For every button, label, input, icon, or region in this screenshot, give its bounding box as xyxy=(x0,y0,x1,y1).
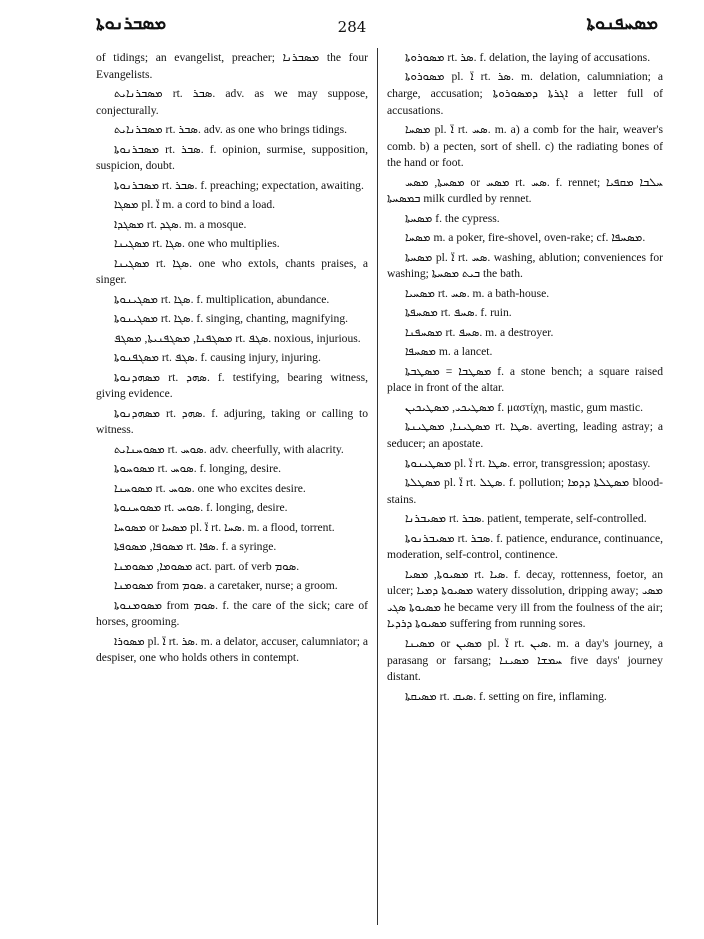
entry: ܡܣܒܪܢܘܬܐ rt. ܣܒܪ. f. opinion, surmise, supposition, suspicion, doubt. xyxy=(96,142,368,173)
entry: ܡܣܘܪܐ pl. ܐ̈ rt. ܣܪ. m. a delator, accuser, calumniator; a despiser, one who holds others in contempt. xyxy=(96,634,368,665)
right-column xyxy=(387,50,663,925)
entry: ܡܣܘܚܢܘܬܐ rt. ܣܘܚ. f. longing, desire. xyxy=(114,501,288,515)
entry: ܡܣܝܩܬܐ rt. ܣܝܩ. f. setting on fire, inflaming. xyxy=(405,689,607,703)
entry: ܡܣܝܒܪܢܐ rt. ܣܒܪ. patient, temperate, self-controlled. xyxy=(405,512,647,526)
entry: ܡܣܛܝܢܘܬܐ pl. ܐ̈ rt. ܣܛܐ. error, transgression; apostasy. xyxy=(405,456,651,470)
entry: ܡܣܒܪܢܐܝܬ rt. ܣܒܪ. adv. as we may suppose, conjecturally. xyxy=(96,87,368,117)
entry: ܡܣܚܬܐ, ܡܣܚ or ܡܣܚ rt. ܣܚ. f. rennet; ܚܠܒܐ ܡܩܦܝܐ ܒܡܣܚܬܐ milk curdled by rennet. xyxy=(387,175,663,206)
entry: ܡܣܓܝܢܘܬܐ rt. ܣܓܐ. f. multiplication, abundance. xyxy=(114,292,330,306)
entry: ܡܣܓܐ pl. ܐ̈ m. a cord to bind a load. xyxy=(114,198,276,212)
page-number: 284 xyxy=(337,18,367,36)
entry: ܡܣܘܦܐ, ܡܣܘܦܬܐ rt. ܣܦܐ. f. a syringe. xyxy=(114,540,277,554)
entry: ܡܣܘܚܢܐܝܬ rt. ܣܘܚ. adv. cheerfully, with alacrity. xyxy=(114,442,344,456)
running-head-left: ܡܣܒܪܢܘܬܐ xyxy=(96,13,167,34)
entry: ܡܣܘܚܐ or ܡܣܚܐ pl. ܐ̈ rt. ܣܚܐ. m. a flood, torrent. xyxy=(114,520,335,534)
entry: ܡܣܘܡܢܘܬܐ from ܣܘܡ. f. the care of the sick; care of horses, grooming. xyxy=(96,598,368,629)
left-column xyxy=(96,50,368,925)
column-divider xyxy=(377,48,378,925)
entry: ܡܣܛܒܐ = ܡܣܛܒܬܐ f. a stone bench; a square raised place in front of the altar. xyxy=(387,364,663,395)
entry: ܡܣܚܦܢܐ rt. ܣܚܦ. m. a destroyer. xyxy=(405,325,554,339)
entry: ܡܣܒܪܢܘܬܐ rt. ܣܒܪ. f. preaching; expectation, awaiting. xyxy=(114,178,364,192)
entry: ܡܣܝܘܬܐ, ܡܣܝܐ rt. ܣܝܐ. f. decay, rottenness, foetor, an ulcer; ܡܣܝܘܬܐ ܕܡܝܐ watery dissolution, dripping away; ܡܣܝ ܡܣܝܘܬܐ ܣܓܝ he became very ill from the foulness of the air; ܡܣܝܘܬܐ ܕܪܕܝܐ suffering from running sores. xyxy=(387,567,663,631)
entry: ܡܣܘܡܐ, ܡܣܘܡܢܐ act. part. of verb ܣܘܡ. xyxy=(114,559,300,573)
entry: ܡܣܚܐ m. a poker, fire-shovel, oven-rake; cf. ܡܣܚܦܐ. xyxy=(405,231,646,245)
entry: ܡܣܚܦܐ m. a lancet. xyxy=(405,345,493,359)
running-head-right: ܡܣܚܦܢܘܬܐ xyxy=(586,13,658,34)
entry: ܡܣܘܡܢܐ from ܣܘܡ. a caretaker, nurse; a groom. xyxy=(114,579,338,593)
entry: ܡܣܛܝܢܐ, ܡܣܛܝܢܬܐ rt. ܣܛܐ. averting, leading astray; a seducer; an apostate. xyxy=(387,420,663,451)
entry: ܡܣܘܚܢܐ rt. ܣܘܚ. one who excites desire. xyxy=(114,481,306,495)
entry: ܡܣܘܪܘܬܐ rt. ܣܪ. f. delation, the laying of accusations. xyxy=(405,51,651,64)
entry: ܡܣܓܕܐ rt. ܣܓܕ. m. a mosque. xyxy=(114,217,247,231)
entry: ܡܣܓܝܢܐ rt. ܣܓܐ. one who extols, chants praises, a singer. xyxy=(96,256,368,287)
entry: ܡܣܝܒܪܢܘܬܐ rt. ܣܒܪ. f. patience, endurance, continuance, moderation, self-control, continence. xyxy=(387,531,663,562)
entry: ܡܣܚܦܬܐ rt. ܣܚܦ. f. ruin. xyxy=(405,306,512,320)
entry: ܡܣܘܚܘܬܐ rt. ܣܘܚ. f. longing, desire. xyxy=(114,462,281,476)
entry: ܡܣܒܪܢܐܝܬ rt. ܣܒܪ. adv. as one who brings tidings. xyxy=(114,123,348,137)
entry: ܡܣܘܪܘܬܐ pl. ܐ̈ rt. ܣܪ. m. delation, calumniation; a charge, accusation; ܐܓܪܬܐ ܕܡܣܘܪܘܬܐ a letter full of accusations. xyxy=(387,70,663,117)
entry: ܡܣܓܝܢܘܬܐ rt. ܣܓܐ. f. singing, chanting, magnifying. xyxy=(114,312,349,326)
entry: ܡܣܗܕܢܘܬܐ rt. ܣܗܕ. f. testifying, bearing witness, giving evidence. xyxy=(96,370,368,401)
entry: ܡܣܚܐ pl. ܐ̈ rt. ܣܚ. m. a) a comb for the hair, weaver's comb. b) a pecten, sort of shell. c) the radiating bones of the hand or foot. xyxy=(387,123,663,170)
entry: ܡܣܚܬܐ pl. ܐ̈ rt. ܣܚ. washing, ablution; conveniences for washing; ܒܝܬ ܡܣܚܬܐ the bath. xyxy=(387,250,663,281)
entry: ܡܣܓܦܢܘܬܐ rt. ܣܓܦ. f. causing injury, injuring. xyxy=(114,351,321,365)
entry: ܡܣܚܝܐ rt. ܣܚ. m. a bath-house. xyxy=(405,286,550,300)
entry: of tidings; an evangelist, preacher; ܡܣܒܪܢܐ the four Evangelists. xyxy=(96,51,368,81)
entry: ܡܣܓܦܢܐ, ܡܣܓܦܢܝܬܐ, ܡܣܓܦ rt. ܣܓܦ. noxious, injurious. xyxy=(114,331,361,345)
entry: ܡܣܛܝܟܝ, ܡܣܛܝܟܝܢ f. μαστίχη, mastic, gum mastic. xyxy=(405,400,644,414)
entry: ܡܣܗܕܢܘܬܐ rt. ܣܗܕ. f. adjuring, taking or calling to witness. xyxy=(96,406,368,437)
entry: ܡܣܛܠܬܐ pl. ܐ̈ rt. ܣܛܠ. f. pollution; ܡܣܛܠܬܐ ܕܕܡܐ blood-stains. xyxy=(387,476,663,506)
entry: ܡܣܓܝܢܐ rt. ܣܓܐ. one who multiplies. xyxy=(114,237,280,251)
entry: ܡܣܝܢܐ or ܡܣܝܢ pl. ܐ̈ rt. ܣܝܢ. m. a day's journey, a parasang or farsang; ܚܡܫܐ ܡܣܝܢܐ five days' journey distant. xyxy=(387,636,663,684)
entry: ܡܣܚܬܐ f. the cypress. xyxy=(405,211,500,225)
